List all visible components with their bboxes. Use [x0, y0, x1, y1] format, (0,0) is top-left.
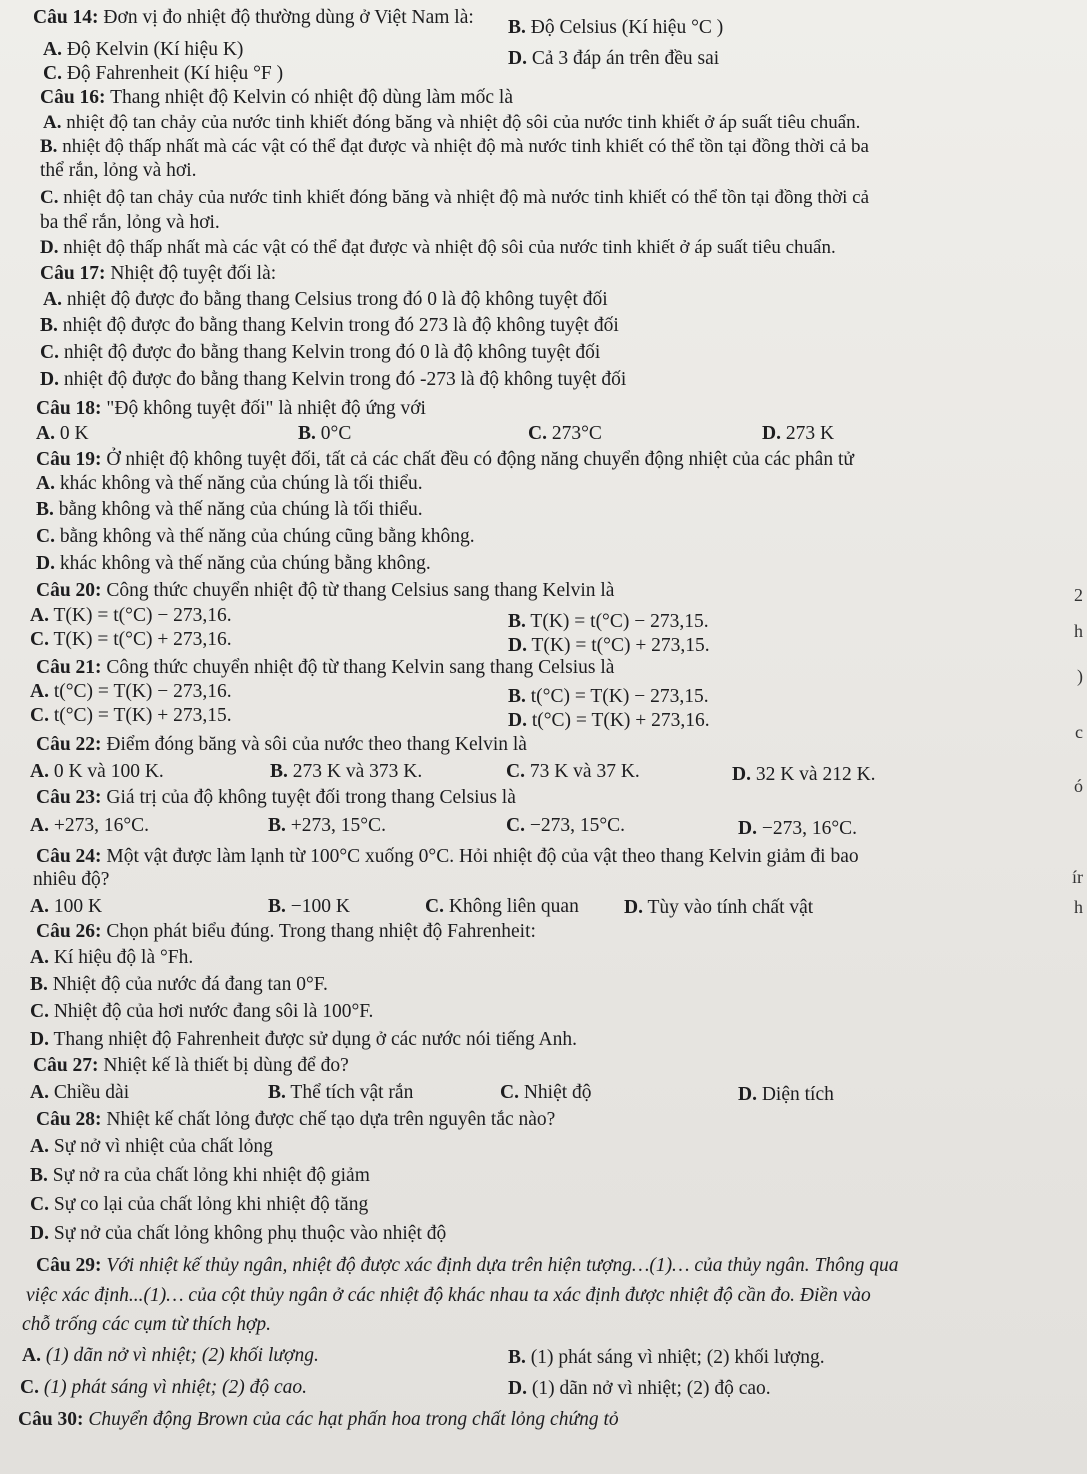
q26-option-b: B. Nhiệt độ của nước đá đang tan 0°F. — [30, 974, 328, 995]
q20-option-a: A. T(K) = t(°C) − 273,16. — [30, 605, 232, 626]
q19-option-c: C. bằng không và thế năng của chúng cũng bằng không. — [36, 526, 475, 547]
q21-option-c: C. t(°C) = T(K) + 273,15. — [30, 705, 232, 726]
q19-option-d: D. khác không và thế năng của chúng bằng không. — [36, 553, 431, 574]
q28-option-a: A. Sự nở vì nhiệt của chất lỏng — [30, 1136, 273, 1157]
q24-stem-line2: nhiêu độ? — [33, 869, 110, 890]
q14-option-b: B. Độ Celsius (Kí hiệu °C ) — [508, 17, 724, 38]
q23-option-b: B. +273, 15°C. — [268, 815, 386, 836]
q29-stem-line2: việc xác định...(1)… của cột thủy ngân ở các nhiệt độ khác nhau ta xác định được nhiệt độ cần đo. Điền vào — [26, 1285, 871, 1306]
q16-option-c-line2: ba thể rắn, lỏng và hơi. — [40, 212, 220, 233]
q26-option-d: D. Thang nhiệt độ Fahrenheit được sử dụng ở các nước nói tiếng Anh. — [30, 1029, 577, 1050]
q29-stem-line1: Câu 29: Với nhiệt kế thủy ngân, nhiệt độ được xác định dựa trên hiện tượng…(1)… của thủy ngân. Thông qua — [36, 1255, 899, 1276]
q14-stem — [33, 6, 474, 30]
q16-option-b-line2: thể rắn, lỏng và hơi. — [40, 160, 197, 181]
q27-option-b: B. Thể tích vật rắn — [268, 1082, 414, 1103]
q16-stem: Câu 16: Thang nhiệt độ Kelvin có nhiệt độ dùng làm mốc là — [40, 87, 513, 108]
q21-stem: Câu 21: Công thức chuyển nhiệt độ từ thang Kelvin sang thang Celsius là — [36, 657, 615, 678]
margin-glyph: ) — [1077, 666, 1083, 686]
q17-option-c: C. nhiệt độ được đo bằng thang Kelvin trong đó 0 là độ không tuyệt đối — [40, 342, 601, 363]
q28-stem: Câu 28: Nhiệt kế chất lỏng được chế tạo dựa trên nguyên tắc nào? — [36, 1109, 556, 1130]
q26-option-a: A. Kí hiệu độ là °Fh. — [30, 947, 194, 968]
q26-option-c: C. Nhiệt độ của hơi nước đang sôi là 100°F. — [30, 1001, 374, 1022]
q19-stem: Câu 19: Ở nhiệt độ không tuyệt đối, tất cả các chất đều có động năng chuyển động nhiệt của các phân tử — [36, 449, 854, 470]
q14-option-d: D. Cả 3 đáp án trên đều sai — [508, 48, 720, 69]
q16-option-c-line1: C. nhiệt độ tan chảy của nước tinh khiết đóng băng và nhiệt độ mà nước tinh khiết có thể tồn tại đồng thời cả — [40, 187, 870, 208]
q23-option-a: A. +273, 16°C. — [30, 815, 150, 836]
q27-option-a: A. Chiều dài — [30, 1082, 130, 1103]
margin-glyph: 2 — [1074, 585, 1083, 605]
q27-option-d: D. Diện tích — [738, 1084, 834, 1105]
q21-option-d: D. t(°C) = T(K) + 273,16. — [508, 710, 710, 731]
q20-option-c: C. T(K) = t(°C) + 273,16. — [30, 629, 232, 650]
q21-option-b: B. t(°C) = T(K) − 273,15. — [508, 686, 709, 707]
q26-stem: Câu 26: Chọn phát biểu đúng. Trong thang nhiệt độ Fahrenheit: — [36, 921, 536, 942]
q16-option-a: A. nhiệt độ tan chảy của nước tinh khiết đóng băng và nhiệt độ sôi của nước tinh khiết ở áp suất tiêu chuẩn. — [43, 112, 861, 133]
q24-option-b: B. −100 K — [268, 896, 350, 917]
q28-option-c: C. Sự co lại của chất lỏng khi nhiệt độ tăng — [30, 1194, 369, 1215]
q14-option-c: C. Độ Fahrenheit (Kí hiệu °F ) — [43, 63, 284, 84]
q22-option-b: B. 273 K và 373 K. — [270, 761, 423, 782]
q23-option-c: C. −273, 15°C. — [506, 815, 626, 836]
q24-stem-line1: Câu 24: Một vật được làm lạnh từ 100°C xuống 0°C. Hỏi nhiệt độ của vật theo thang Kelvin giảm đi bao — [36, 846, 859, 867]
q23-stem: Câu 23: Giá trị của độ không tuyệt đối trong thang Celsius là — [36, 787, 516, 808]
q22-stem: Câu 22: Điểm đóng băng và sôi của nước theo thang Kelvin là — [36, 734, 527, 755]
q28-option-d: D. Sự nở của chất lỏng không phụ thuộc vào nhiệt độ — [30, 1223, 447, 1244]
q14-option-a: A. Độ Kelvin (Kí hiệu K) — [43, 39, 244, 60]
margin-glyph: ír — [1072, 867, 1083, 887]
q18-stem: Câu 18: "Độ không tuyệt đối" là nhiệt độ ứng với — [36, 398, 426, 419]
q24-option-d: D. Tùy vào tính chất vật — [624, 897, 814, 918]
q17-option-b: B. nhiệt độ được đo bằng thang Kelvin trong đó 273 là độ không tuyệt đối — [40, 315, 619, 336]
q14-label: Câu 14: — [33, 7, 99, 28]
q21-option-a: A. t(°C) = T(K) − 273,16. — [30, 681, 232, 702]
q20-option-d: D. T(K) = t(°C) + 273,15. — [508, 635, 710, 656]
q27-stem: Câu 27: Nhiệt kế là thiết bị dùng để đo? — [33, 1055, 349, 1076]
q18-option-d: D. 273 K — [762, 423, 835, 444]
q17-option-a: A. nhiệt độ được đo bằng thang Celsius trong đó 0 là độ không tuyệt đối — [43, 289, 608, 310]
q18-option-a: A. 0 K — [36, 423, 89, 444]
q29-option-b: B. (1) phát sáng vì nhiệt; (2) khối lượng. — [508, 1347, 825, 1368]
margin-glyph: h — [1074, 621, 1083, 641]
q29-option-d: D. (1) dãn nở vì nhiệt; (2) độ cao. — [508, 1378, 771, 1399]
q24-option-a: A. 100 K — [30, 896, 103, 917]
margin-glyph: ó — [1074, 776, 1083, 796]
margin-glyph: c — [1075, 722, 1083, 742]
q19-option-a: A. khác không và thế năng của chúng là tối thiểu. — [36, 473, 423, 494]
q16-option-b-line1: B. nhiệt độ thấp nhất mà các vật có thể đạt được và nhiệt độ mà nước tinh khiết có thể tồn tại đồng thời cả ba — [40, 136, 869, 157]
q22-option-d: D. 32 K và 212 K. — [732, 764, 876, 785]
margin-glyph: h — [1074, 897, 1083, 917]
q29-option-c: C. (1) phát sáng vì nhiệt; (2) độ cao. — [20, 1377, 308, 1398]
q18-option-c: C. 273°C — [528, 423, 602, 444]
q22-option-c: C. 73 K và 37 K. — [506, 761, 640, 782]
q28-option-b: B. Sự nở ra của chất lỏng khi nhiệt độ giảm — [30, 1165, 370, 1186]
q27-option-c: C. Nhiệt độ — [500, 1082, 592, 1103]
q17-stem: Câu 17: Nhiệt độ tuyệt đối là: — [40, 263, 277, 284]
q18-option-b: B. 0°C — [298, 423, 352, 444]
q24-option-c: C. Không liên quan — [425, 896, 579, 917]
q14-text: Đơn vị đo nhiệt độ thường dùng ở Việt Nam là: — [103, 7, 474, 28]
q20-stem: Câu 20: Công thức chuyển nhiệt độ từ thang Celsius sang thang Kelvin là — [36, 580, 615, 601]
q16-option-d: D. nhiệt độ thấp nhất mà các vật có thể đạt được và nhiệt độ sôi của nước tinh khiết ở áp suất tiêu chuẩn. — [40, 237, 836, 258]
q23-option-d: D. −273, 16°C. — [738, 818, 858, 839]
q20-option-b: B. T(K) = t(°C) − 273,15. — [508, 611, 709, 632]
q30-stem: Câu 30: Chuyển động Brown của các hạt phấn hoa trong chất lỏng chứng tỏ — [18, 1409, 619, 1430]
q19-option-b: B. bằng không và thế năng của chúng là tối thiểu. — [36, 499, 423, 520]
q29-option-a: A. (1) dãn nở vì nhiệt; (2) khối lượng. — [22, 1345, 319, 1366]
q17-option-d: D. nhiệt độ được đo bằng thang Kelvin trong đó -273 là độ không tuyệt đối — [40, 369, 627, 390]
q22-option-a: A. 0 K và 100 K. — [30, 761, 164, 782]
q29-stem-line3: chỗ trống các cụm từ thích hợp. — [22, 1314, 272, 1335]
